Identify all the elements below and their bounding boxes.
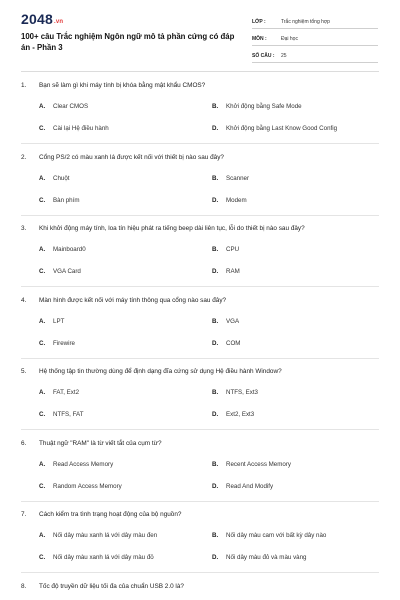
- option-letter: A.: [39, 532, 46, 539]
- option-text: VGA: [226, 317, 240, 325]
- question-text: Thuật ngữ "RAM" là từ viết tắt của cụm từ?: [39, 439, 162, 447]
- option-text: Read And Modify: [226, 482, 274, 490]
- document-title: 100+ câu Trắc nghiệm Ngôn ngữ mô tả phần cứng có đáp án - Phần 3: [21, 32, 235, 52]
- question-divider: [21, 286, 379, 287]
- answer-option[interactable]: [212, 461, 291, 468]
- option-letter: B.: [212, 389, 219, 396]
- option-text: Nối dây màu xanh lá với dây màu đỏ: [53, 554, 154, 561]
- option-text: Recent Access Memory: [226, 460, 291, 468]
- option-letter: A.: [39, 103, 46, 110]
- option-letter: D.: [212, 125, 219, 132]
- option-letter: C.: [39, 411, 46, 418]
- option-letter: B.: [212, 532, 219, 539]
- option-text: Read Access Memory: [53, 460, 114, 468]
- option-text: CPU: [226, 246, 240, 253]
- option-text: Nối dây màu xanh lá với dây màu đen: [53, 532, 158, 539]
- option-letter: A.: [39, 317, 46, 325]
- logo-suffix: .vn: [53, 19, 64, 25]
- option-letter: C.: [39, 339, 46, 347]
- question-number: 4.: [21, 296, 27, 304]
- option-letter: A.: [39, 460, 46, 468]
- meta-row-class: [252, 15, 378, 29]
- option-letter: B.: [212, 103, 219, 110]
- meta-row-count: [252, 49, 378, 63]
- option-letter: B.: [212, 246, 219, 253]
- option-text: Mainboard0: [53, 246, 86, 253]
- option-text: NTFS, Ext3: [226, 389, 258, 396]
- option-text: Ext2, Ext3: [226, 411, 255, 418]
- question-text: Màn hình được kết nối với máy tính thông qua cổng nào sau đây?: [39, 296, 227, 304]
- question-divider: [21, 143, 379, 144]
- question-number: 5.: [21, 368, 27, 375]
- option-letter: D.: [212, 196, 219, 204]
- option-letter: D.: [212, 339, 219, 347]
- question-text: Bạn sẽ làm gì khi máy tính bị khóa bằng mật khẩu CMOS?: [39, 82, 206, 89]
- option-text: RAM: [226, 268, 240, 275]
- question-text: Tốc độ truyền dữ liệu tối đa của chuẩn USB 2.0 là?: [39, 582, 184, 590]
- option-letter: B.: [212, 174, 219, 182]
- header-divider: [21, 71, 379, 72]
- answer-option[interactable]: [212, 197, 247, 204]
- option-letter: D.: [212, 482, 219, 490]
- question-number: 1.: [21, 82, 27, 89]
- option-letter: C.: [39, 268, 46, 275]
- answer-option[interactable]: [212, 389, 258, 396]
- question-text: Cách kiểm tra tình trạng hoạt động của bộ nguồn?: [39, 511, 182, 518]
- question-number: 6.: [21, 439, 27, 447]
- option-text: Khởi động bằng Safe Mode: [226, 103, 302, 110]
- meta-key: MÔN :: [252, 35, 267, 42]
- answer-option[interactable]: [212, 246, 239, 253]
- question-divider: [21, 501, 379, 502]
- answer-option[interactable]: [39, 461, 113, 468]
- question-number: 7.: [21, 511, 27, 518]
- question-divider: [21, 358, 379, 359]
- site-logo[interactable]: [21, 11, 63, 27]
- option-text: Khởi động bằng Last Know Good Config: [226, 125, 338, 132]
- answer-option[interactable]: [39, 554, 154, 561]
- question-divider: [21, 429, 379, 430]
- answer-option[interactable]: [39, 389, 79, 396]
- answer-option[interactable]: [39, 103, 88, 110]
- option-letter: D.: [212, 411, 219, 418]
- option-letter: A.: [39, 246, 46, 253]
- answer-option[interactable]: [39, 125, 109, 132]
- option-text: FAT, Ext2: [53, 389, 80, 396]
- question-divider: [21, 572, 379, 573]
- question-number: 2.: [21, 153, 27, 161]
- answer-option[interactable]: [39, 175, 70, 182]
- meta-value: Trắc nghiệm tổng hợp: [281, 18, 330, 25]
- option-letter: D.: [212, 554, 219, 561]
- option-text: Cài lại Hệ điều hành: [53, 125, 109, 132]
- answer-option[interactable]: [212, 103, 302, 110]
- answer-option[interactable]: [212, 532, 326, 539]
- option-text: Scanner: [226, 174, 250, 182]
- meta-key: LỚP :: [252, 18, 266, 25]
- option-letter: C.: [39, 196, 46, 204]
- answer-option[interactable]: [39, 411, 83, 418]
- option-text: Clear CMOS: [53, 103, 89, 110]
- answer-option[interactable]: [212, 483, 273, 490]
- answer-option[interactable]: [212, 340, 240, 347]
- option-letter: A.: [39, 174, 46, 182]
- answer-option[interactable]: [39, 268, 81, 275]
- question-text: Cổng PS/2 có màu xanh lá được kết nối với thiết bị nào sau đây?: [39, 153, 224, 161]
- option-text: VGA Card: [53, 268, 81, 275]
- option-letter: B.: [212, 460, 219, 468]
- answer-option[interactable]: [212, 175, 249, 182]
- question-text: Hệ thống tập tin thường dùng để định dạng đĩa cứng sử dụng Hệ điều hành Window?: [39, 368, 282, 375]
- option-letter: C.: [39, 125, 46, 132]
- question-text: Khi khởi động máy tính, loa tín hiệu phát ra tiếng beep dài liên tục, lỗi do thiết bị nào sau đây?: [39, 225, 305, 232]
- answer-option[interactable]: [212, 554, 306, 561]
- option-letter: C.: [39, 554, 46, 561]
- answer-option[interactable]: [39, 197, 79, 204]
- option-letter: C.: [39, 482, 46, 490]
- answer-option[interactable]: [39, 246, 86, 253]
- option-text: NTFS, FAT: [53, 411, 84, 418]
- option-text: Nối dây màu đỏ và màu vàng: [226, 554, 307, 561]
- option-letter: D.: [212, 268, 219, 275]
- option-text: Chuột: [53, 174, 70, 182]
- answer-option[interactable]: [39, 340, 75, 347]
- option-letter: A.: [39, 389, 46, 396]
- answer-option[interactable]: [39, 483, 122, 490]
- meta-box: [252, 15, 378, 66]
- option-text: COM: [226, 339, 241, 347]
- logo-text: 2048: [21, 11, 53, 27]
- option-text: Modem: [226, 196, 247, 204]
- option-text: Random Access Memory: [53, 482, 122, 490]
- option-text: LPT: [53, 317, 65, 325]
- answer-option[interactable]: [212, 318, 239, 325]
- option-text: Bàn phím: [53, 196, 80, 204]
- meta-key: SỐ CÂU :: [252, 52, 275, 59]
- question-divider: [21, 215, 379, 216]
- answer-option[interactable]: [212, 411, 254, 418]
- option-text: Firewire: [53, 339, 76, 347]
- answer-option[interactable]: [212, 268, 240, 275]
- meta-row-subject: [252, 32, 378, 46]
- answer-option[interactable]: [212, 125, 337, 132]
- option-letter: B.: [212, 317, 219, 325]
- option-text: Nối dây màu cam với bất kỳ dây nào: [226, 532, 327, 539]
- question-number: 8.: [21, 582, 27, 590]
- answer-option[interactable]: [39, 532, 157, 539]
- meta-value: Đại học: [281, 35, 298, 42]
- meta-value: 25: [281, 52, 287, 59]
- question-number: 3.: [21, 225, 27, 232]
- answer-option[interactable]: [39, 318, 64, 325]
